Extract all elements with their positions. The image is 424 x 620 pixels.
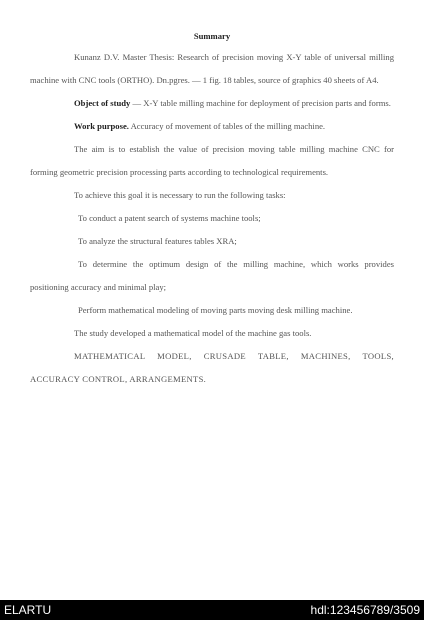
page-title: Summary bbox=[193, 31, 231, 41]
object-text: — X-Y table milling machine for deployment of precision parts and forms. bbox=[130, 98, 391, 108]
task-item: To conduct a patent search of systems machine tools; bbox=[78, 213, 261, 223]
task-item: Perform mathematical modeling of moving parts moving desk milling machine. bbox=[78, 305, 353, 315]
task-item: To analyze the structural features tables XRA; bbox=[78, 236, 237, 246]
object-paragraph bbox=[30, 92, 394, 115]
footer-bar bbox=[0, 600, 424, 620]
purpose-label: Work purpose. bbox=[74, 121, 129, 131]
repository-name: ELARTU bbox=[4, 603, 52, 617]
task-item: To determine the optimum design of the milling machine, which works provides positioning accuracy and minimal play; bbox=[30, 259, 394, 292]
intro-paragraph: Kunanz D.V. Master Thesis: Research of precision moving X-Y table of universal milling machine with CNC tools (ORTHO). Dn.pgres. — 1 fig. 18 tables, source of graphics 40 sheets of A4. bbox=[30, 52, 394, 85]
keywords-paragraph: MATHEMATICAL MODEL, CRUSADE TABLE, MACHINES, TOOLS, ACCURACY CONTROL, ARRANGEMENTS. bbox=[30, 351, 394, 384]
purpose-text: Accuracy of movement of tables of the milling machine. bbox=[128, 121, 326, 131]
object-label: Object of study bbox=[74, 98, 131, 108]
handle-id: hdl:123456789/3509 bbox=[310, 603, 420, 617]
purpose-paragraph bbox=[30, 115, 394, 138]
aim-paragraph: The aim is to establish the value of precision moving table milling machine CNC for forming geometric precision processing parts according to technological requirements. bbox=[30, 144, 394, 177]
tasks-intro-paragraph: To achieve this goal it is necessary to run the following tasks: bbox=[74, 190, 286, 200]
developed-paragraph: The study developed a mathematical model of the machine gas tools. bbox=[74, 328, 312, 338]
